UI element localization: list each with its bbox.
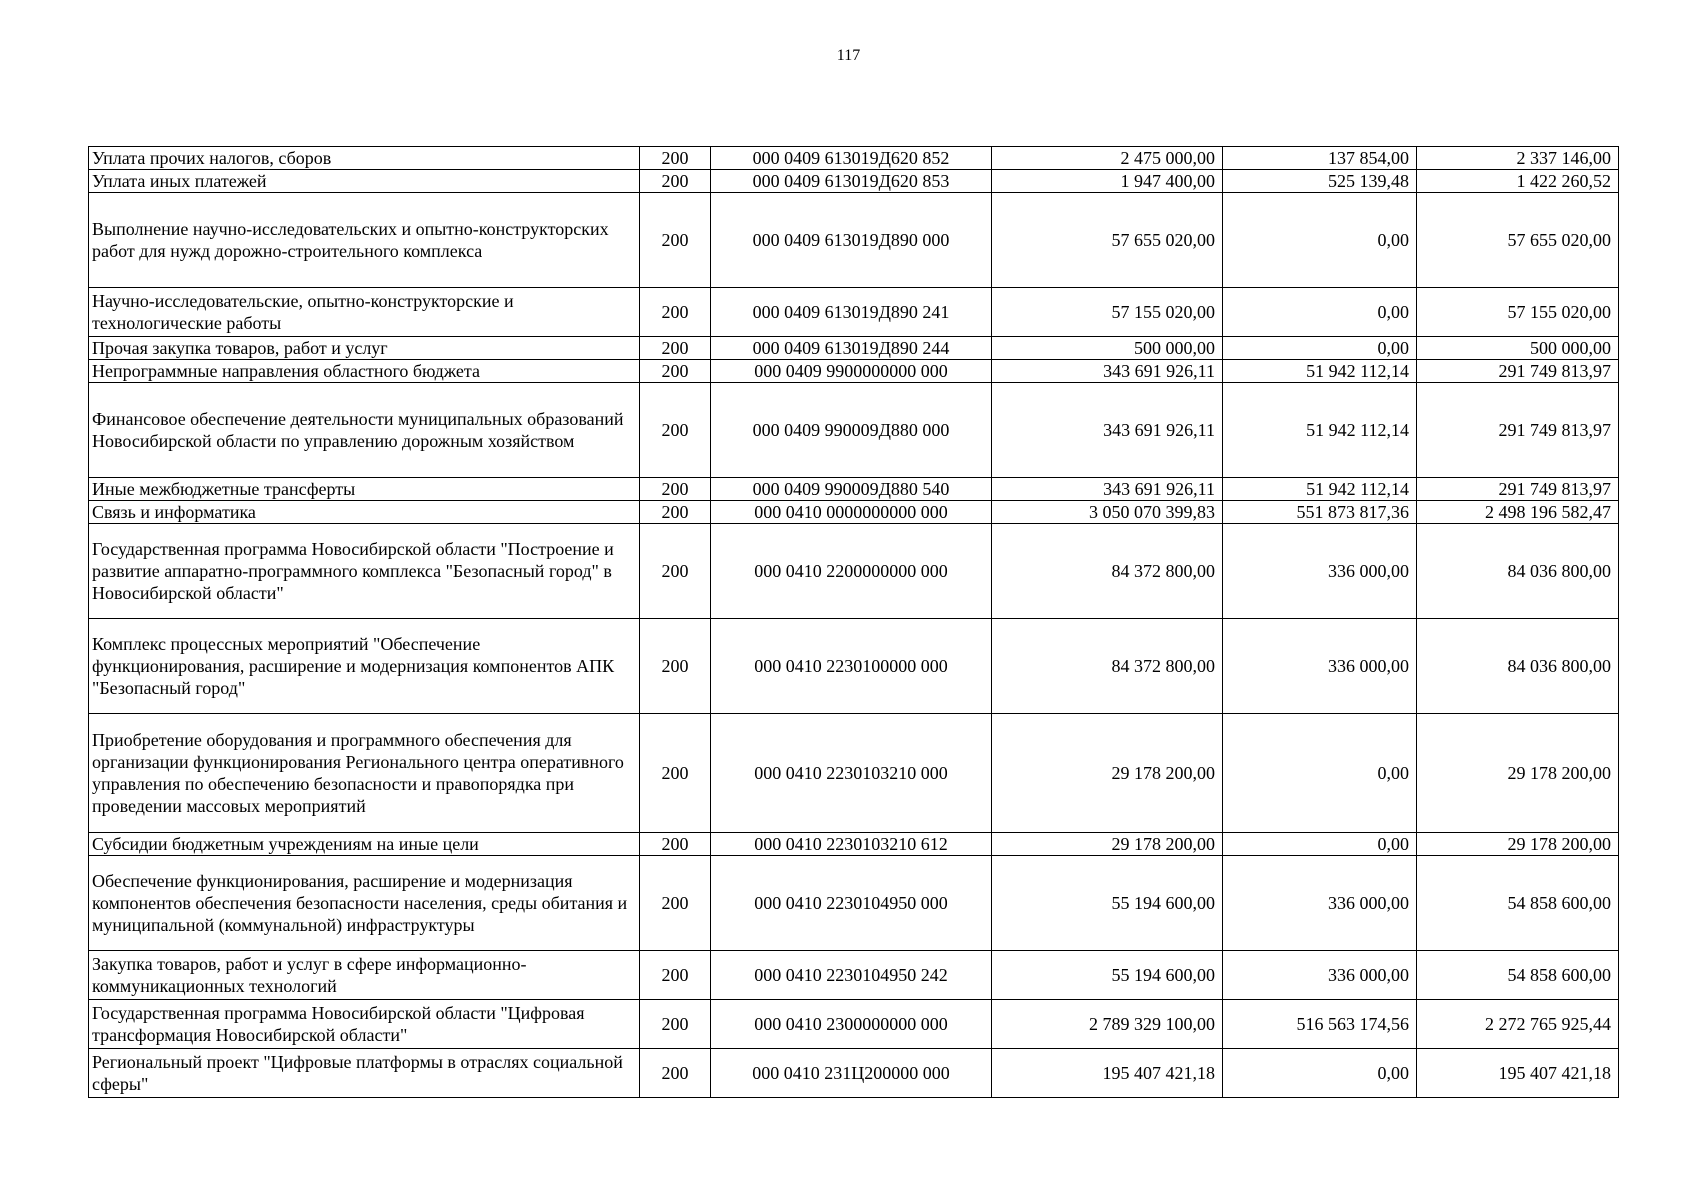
- row-executed-amount-cell: 336 000,00: [1223, 524, 1417, 619]
- row-classification-code-cell: 000 0409 990009Д880 000: [711, 383, 992, 478]
- row-approved-amount-cell: 195 407 421,18: [992, 1049, 1223, 1098]
- row-name-cell: Государственная программа Новосибирской области "Цифровая трансформация Новосибирской области": [89, 1000, 640, 1049]
- row-unexecuted-amount-cell: 291 749 813,97: [1417, 478, 1619, 501]
- row-executed-amount-cell: 336 000,00: [1223, 951, 1417, 1000]
- row-unexecuted-amount-cell: 54 858 600,00: [1417, 951, 1619, 1000]
- table-row: [89, 288, 1619, 337]
- row-approved-amount-cell: 500 000,00: [992, 337, 1223, 360]
- table-row: [89, 170, 1619, 193]
- row-approved-amount-cell: 2 475 000,00: [992, 147, 1223, 170]
- table-row: [89, 360, 1619, 383]
- row-unexecuted-amount-cell: 291 749 813,97: [1417, 360, 1619, 383]
- row-classification-code-cell: 000 0410 2230103210 612: [711, 833, 992, 856]
- row-classification-code-cell: 000 0409 990009Д880 540: [711, 478, 992, 501]
- budget-execution-table: [88, 146, 1619, 1098]
- table-row: [89, 383, 1619, 478]
- row-classification-code-cell: 000 0409 613019Д620 852: [711, 147, 992, 170]
- row-executed-amount-cell: 0,00: [1223, 337, 1417, 360]
- row-name-cell: Выполнение научно-исследовательских и опытно-конструкторских работ для нужд дорожно-строительного комплекса: [89, 193, 640, 288]
- row-executed-amount-cell: 0,00: [1223, 714, 1417, 833]
- row-code-cell: 200: [640, 1049, 711, 1098]
- row-approved-amount-cell: 57 155 020,00: [992, 288, 1223, 337]
- row-unexecuted-amount-cell: 2 498 196 582,47: [1417, 501, 1619, 524]
- row-executed-amount-cell: 0,00: [1223, 193, 1417, 288]
- table-row: [89, 147, 1619, 170]
- row-code-cell: 200: [640, 383, 711, 478]
- table-row: [89, 619, 1619, 714]
- row-name-cell: Уплата прочих налогов, сборов: [89, 147, 640, 170]
- table-row: [89, 951, 1619, 1000]
- row-unexecuted-amount-cell: 291 749 813,97: [1417, 383, 1619, 478]
- row-name-cell: Связь и информатика: [89, 501, 640, 524]
- row-executed-amount-cell: 336 000,00: [1223, 619, 1417, 714]
- row-name-cell: Прочая закупка товаров, работ и услуг: [89, 337, 640, 360]
- row-code-cell: 200: [640, 833, 711, 856]
- row-classification-code-cell: 000 0409 9900000000 000: [711, 360, 992, 383]
- row-code-cell: 200: [640, 288, 711, 337]
- row-classification-code-cell: 000 0409 613019Д620 853: [711, 170, 992, 193]
- row-executed-amount-cell: 0,00: [1223, 288, 1417, 337]
- row-code-cell: 200: [640, 714, 711, 833]
- row-approved-amount-cell: 55 194 600,00: [992, 856, 1223, 951]
- row-classification-code-cell: 000 0410 231Ц200000 000: [711, 1049, 992, 1098]
- row-executed-amount-cell: 51 942 112,14: [1223, 478, 1417, 501]
- row-unexecuted-amount-cell: 54 858 600,00: [1417, 856, 1619, 951]
- row-code-cell: 200: [640, 193, 711, 288]
- row-executed-amount-cell: 516 563 174,56: [1223, 1000, 1417, 1049]
- row-executed-amount-cell: 51 942 112,14: [1223, 383, 1417, 478]
- row-unexecuted-amount-cell: 29 178 200,00: [1417, 714, 1619, 833]
- table-row: [89, 193, 1619, 288]
- row-code-cell: 200: [640, 360, 711, 383]
- row-name-cell: Финансовое обеспечение деятельности муниципальных образований Новосибирской области по управлению дорожным хозяйством: [89, 383, 640, 478]
- row-code-cell: 200: [640, 856, 711, 951]
- row-classification-code-cell: 000 0410 2230104950 242: [711, 951, 992, 1000]
- row-name-cell: Непрограммные направления областного бюджета: [89, 360, 640, 383]
- row-classification-code-cell: 000 0410 2230103210 000: [711, 714, 992, 833]
- row-name-cell: Научно-исследовательские, опытно-конструкторские и технологические работы: [89, 288, 640, 337]
- row-unexecuted-amount-cell: 57 655 020,00: [1417, 193, 1619, 288]
- row-classification-code-cell: 000 0409 613019Д890 244: [711, 337, 992, 360]
- table-row: [89, 856, 1619, 951]
- row-approved-amount-cell: 57 655 020,00: [992, 193, 1223, 288]
- row-code-cell: 200: [640, 619, 711, 714]
- table-row: [89, 714, 1619, 833]
- row-approved-amount-cell: 84 372 800,00: [992, 524, 1223, 619]
- row-approved-amount-cell: 343 691 926,11: [992, 478, 1223, 501]
- row-executed-amount-cell: 551 873 817,36: [1223, 501, 1417, 524]
- row-code-cell: 200: [640, 524, 711, 619]
- row-unexecuted-amount-cell: 500 000,00: [1417, 337, 1619, 360]
- row-classification-code-cell: 000 0410 2300000000 000: [711, 1000, 992, 1049]
- row-unexecuted-amount-cell: 195 407 421,18: [1417, 1049, 1619, 1098]
- row-name-cell: Закупка товаров, работ и услуг в сфере информационно-коммуникационных технологий: [89, 951, 640, 1000]
- row-name-cell: Государственная программа Новосибирской области "Построение и развитие аппаратно-программного комплекса "Безопасный город" в Новосибирской области": [89, 524, 640, 619]
- row-name-cell: Комплекс процессных мероприятий "Обеспечение функционирования, расширение и модернизация компонентов АПК "Безопасный город": [89, 619, 640, 714]
- table-row: [89, 337, 1619, 360]
- table-row: [89, 501, 1619, 524]
- row-code-cell: 200: [640, 478, 711, 501]
- row-approved-amount-cell: 55 194 600,00: [992, 951, 1223, 1000]
- row-name-cell: Региональный проект "Цифровые платформы в отраслях социальной сферы": [89, 1049, 640, 1098]
- row-executed-amount-cell: 51 942 112,14: [1223, 360, 1417, 383]
- row-classification-code-cell: 000 0410 2230104950 000: [711, 856, 992, 951]
- row-approved-amount-cell: 1 947 400,00: [992, 170, 1223, 193]
- row-code-cell: 200: [640, 337, 711, 360]
- row-name-cell: Приобретение оборудования и программного обеспечения для организации функционирования Регионального центра оперативного управления по обеспечению безопасности и правопорядка при проведении массовых мероприятий: [89, 714, 640, 833]
- row-unexecuted-amount-cell: 84 036 800,00: [1417, 619, 1619, 714]
- row-code-cell: 200: [640, 501, 711, 524]
- row-code-cell: 200: [640, 170, 711, 193]
- row-code-cell: 200: [640, 1000, 711, 1049]
- row-classification-code-cell: 000 0409 613019Д890 000: [711, 193, 992, 288]
- row-code-cell: 200: [640, 951, 711, 1000]
- table-row: [89, 1000, 1619, 1049]
- row-unexecuted-amount-cell: 84 036 800,00: [1417, 524, 1619, 619]
- page-number: 117: [836, 47, 861, 64]
- row-name-cell: Субсидии бюджетным учреждениям на иные цели: [89, 833, 640, 856]
- row-approved-amount-cell: 3 050 070 399,83: [992, 501, 1223, 524]
- row-unexecuted-amount-cell: 29 178 200,00: [1417, 833, 1619, 856]
- row-approved-amount-cell: 343 691 926,11: [992, 383, 1223, 478]
- row-executed-amount-cell: 0,00: [1223, 1049, 1417, 1098]
- row-classification-code-cell: 000 0410 2200000000 000: [711, 524, 992, 619]
- row-classification-code-cell: 000 0410 2230100000 000: [711, 619, 992, 714]
- row-executed-amount-cell: 336 000,00: [1223, 856, 1417, 951]
- row-unexecuted-amount-cell: 2 272 765 925,44: [1417, 1000, 1619, 1049]
- row-executed-amount-cell: 137 854,00: [1223, 147, 1417, 170]
- row-unexecuted-amount-cell: 1 422 260,52: [1417, 170, 1619, 193]
- table-row: [89, 524, 1619, 619]
- row-approved-amount-cell: 29 178 200,00: [992, 833, 1223, 856]
- row-name-cell: Иные межбюджетные трансферты: [89, 478, 640, 501]
- table-row: [89, 833, 1619, 856]
- row-code-cell: 200: [640, 147, 711, 170]
- table-row: [89, 1049, 1619, 1098]
- row-approved-amount-cell: 2 789 329 100,00: [992, 1000, 1223, 1049]
- row-classification-code-cell: 000 0410 0000000000 000: [711, 501, 992, 524]
- row-approved-amount-cell: 84 372 800,00: [992, 619, 1223, 714]
- row-executed-amount-cell: 525 139,48: [1223, 170, 1417, 193]
- row-unexecuted-amount-cell: 57 155 020,00: [1417, 288, 1619, 337]
- row-name-cell: Уплата иных платежей: [89, 170, 640, 193]
- row-executed-amount-cell: 0,00: [1223, 833, 1417, 856]
- row-name-cell: Обеспечение функционирования, расширение и модернизация компонентов обеспечения безопасности населения, среды обитания и муниципальной (коммунальной) инфраструктуры: [89, 856, 640, 951]
- row-unexecuted-amount-cell: 2 337 146,00: [1417, 147, 1619, 170]
- row-approved-amount-cell: 343 691 926,11: [992, 360, 1223, 383]
- row-classification-code-cell: 000 0409 613019Д890 241: [711, 288, 992, 337]
- table-row: [89, 478, 1619, 501]
- row-approved-amount-cell: 29 178 200,00: [992, 714, 1223, 833]
